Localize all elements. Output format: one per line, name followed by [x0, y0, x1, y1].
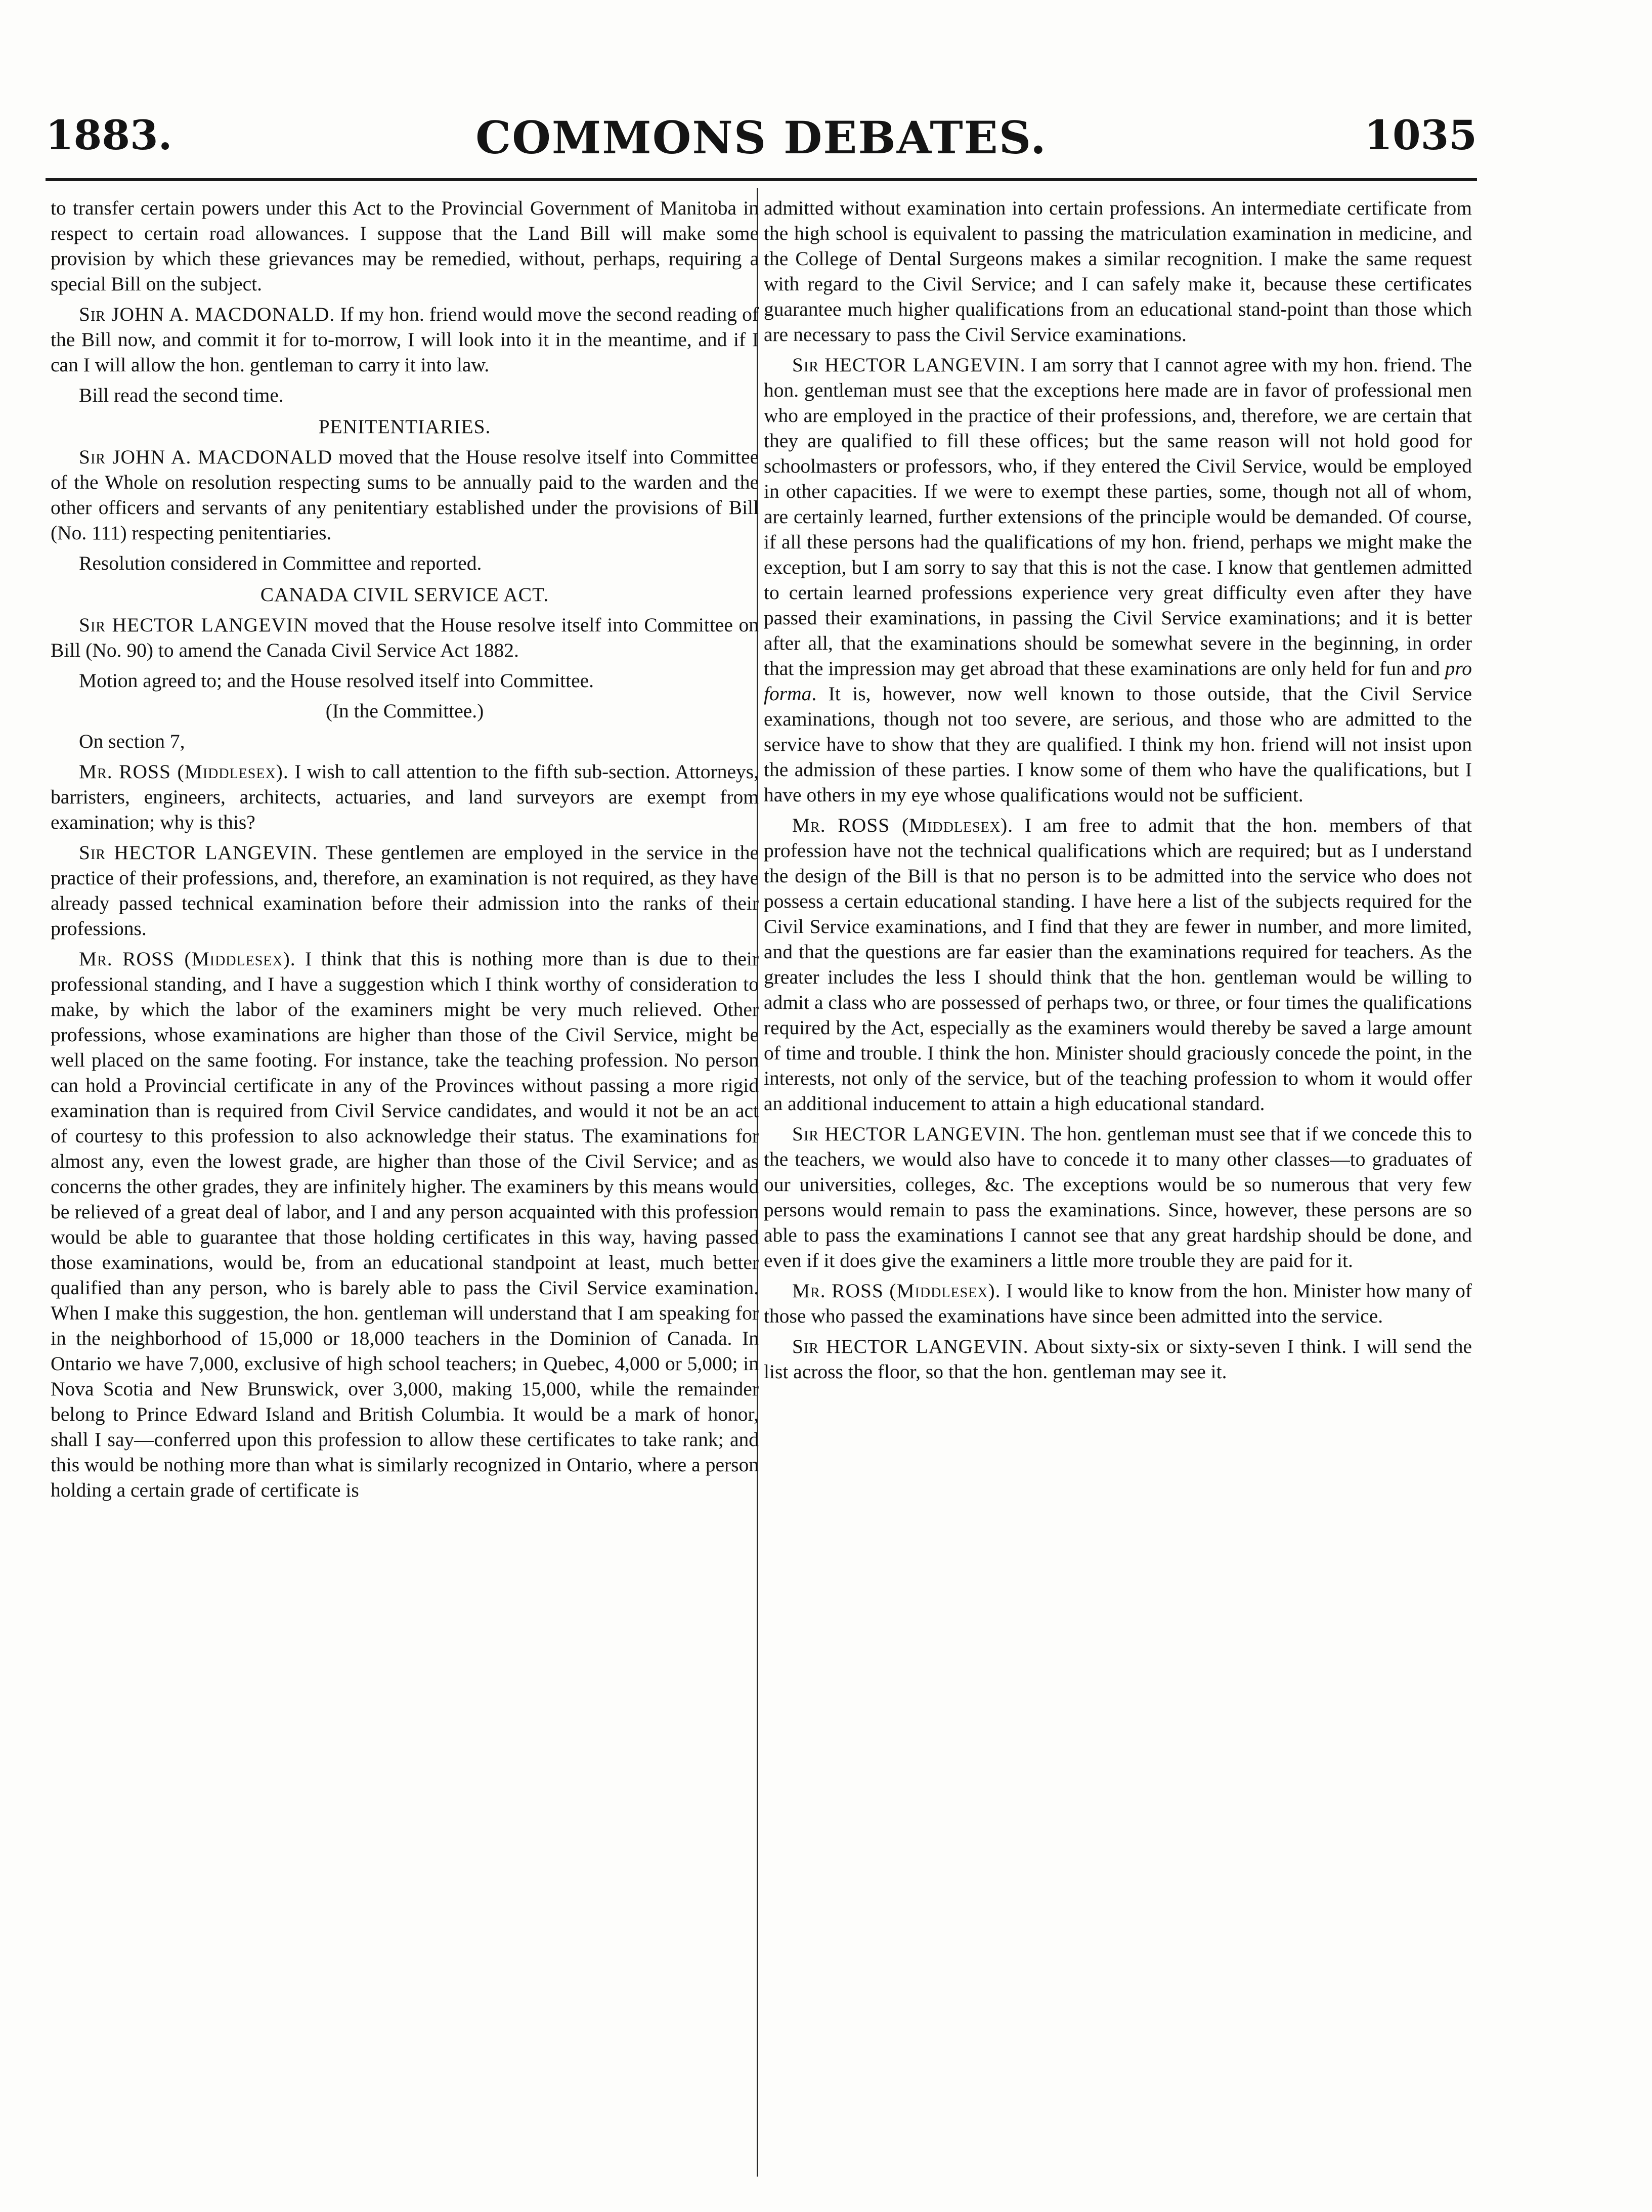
paragraph	[764, 813, 1472, 1116]
header-rule	[46, 178, 1477, 181]
right-column	[764, 195, 1472, 2189]
speaker-name: Sir HECTOR LANGEVIN	[79, 614, 309, 636]
paragraph: Resolution considered in Committee and reported.	[79, 552, 482, 574]
speech-text: The hon. gentleman must see that if we concede this to the teachers, we would also have to concede it to many other classes—to graduates of our universities, colleges, &c. The exceptions would be so numerous that very few persons would remain to pass the examinations. Since, however, these persons are so able to pass the examinations I cannot see that any great hardship should be done, and even if it does give the examiners a little more trouble they are paid for it.	[764, 1123, 1472, 1271]
paragraph: to transfer certain powers under this Act to the Provincial Government of Manitoba in respect to certain road allowances. I suppose that the Land Bill will make some provision by which these grievances may be remedied, without, perhaps, requiring a special Bill on the subject.	[51, 197, 759, 295]
speech-text: . It is, however, now well known to those outside, that the Civil Service examinations, though not too severe, are serious, and those who are admitted to the service have to show that they are qualified. I think my hon. friend will not insist upon the admission of these parties. I know some of them who have the qualifications, but I have others in my eye whose qualifications would not be sufficient.	[764, 683, 1472, 806]
speech-text: I am sorry that I cannot agree with my hon. friend. The hon. gentleman must see that the exceptions here made are in favor of professional men who are employed in the practice of their professions, and, therefore, we are certain that they are qualified to fill these offices; but the same reason will not hold good for schoolmasters or professors, who, if they entered the Civil Service, would be employed in other capacities. If we were to exempt these parties, some, though not all of whom, are certainly learned, further extensions of the principle would be demanded. Of course, if all these persons had the qualifications of my hon. friend, perhaps we might make the exception, but I am sorry to say that this is not the case. I know that gentlemen admitted to certain learned professions experience very great difficulty even after they have passed their examinations, in passing the Civil Service examinations; and it is better after all, that the examinations should be somewhat severe in the beginning, in order that the impression may get abroad that these examinations are only held for fun and	[764, 354, 1472, 679]
left-column	[51, 195, 759, 2189]
paragraph	[51, 946, 759, 1503]
header-year: 1883.	[46, 111, 172, 159]
header-page-number: 1035	[1364, 111, 1477, 159]
speech-text: I wish to call attention to the fifth sub-section. Attorneys, barristers, engineers, architects, actuaries, and land surveyors are exempt from examination; why is this?	[51, 760, 759, 833]
speaker-name: Sir HECTOR LANGEVIN.	[792, 354, 1026, 376]
speech-text: I am free to admit that the hon. members of that profession have not the technical qualifications which are required; but as I understand the design of the Bill is that no person is to be admitted into the service who does not possess a certain educational standing. I have here a list of the subjects required for the Civil Service examinations, and I find that they are fewer in number, and more limited, and that the questions are far easier than the examinations required for teachers. As the greater includes the less I should think that the hon. gentleman would be willing to admit a class who are possessed of perhaps two, or three, or four times the qualifications required by the Act, especially as the examiners would thereby be saved a large amount of time and trouble. I think the hon. Minister should graciously concede the point, in the interests, not only of the service, but of the teaching profession to whom it would offer an additional inducement to attain a high educational standard.	[764, 814, 1472, 1115]
speaker-name: Mr. ROSS (Middlesex).	[79, 948, 296, 970]
paragraph: admitted without examination into certain professions. An intermediate certificate from the high school is equivalent to passing the matriculation examination in medicine, and the College of Dental Surgeons makes a similar recognition. I make the same request with regard to the Civil Service; and I can safely make it, because these certificates guarantee much higher qualifications from an educational stand-point than those which are necessary to pass the Civil Service examinations.	[764, 197, 1472, 346]
page-header	[46, 111, 1477, 172]
speech-text: moved that the House resolve itself into Committee on Bill (No. 90) to amend the Canada Civil Service Act 1882.	[51, 614, 759, 661]
italic-phrase: pro forma	[764, 657, 1472, 705]
speaker-name: Mr. ROSS (Middlesex).	[79, 760, 289, 783]
speech-text: I would like to know from the hon. Minister how many of those who passed the examinations have since been admitted into the service.	[764, 1280, 1472, 1327]
speaker-name: Mr. ROSS (Middlesex).	[792, 1280, 1001, 1302]
speech-text: These gentlemen are employed in the service in the practice of their professions, and, therefore, an examination is not required, as they have already passed technical examination before their admission into the ranks of their professions.	[51, 841, 759, 940]
paragraph: On section 7,	[79, 730, 185, 752]
speech-text: If my hon. friend would move the second reading of the Bill now, and commit it for to-morrow, I will look into it in the meantime, and if I can I will allow the hon. gentleman to carry it into law.	[51, 303, 759, 376]
paragraph: Bill read the second time.	[79, 384, 284, 406]
paragraph: Motion agreed to; and the House resolved itself into Committee.	[79, 669, 594, 692]
paragraph	[51, 302, 759, 377]
header-title: COMMONS DEBATES.	[475, 111, 1047, 164]
speaker-name: Sir JOHN A. MACDONALD.	[79, 303, 335, 325]
speaker-name: Sir HECTOR LANGEVIN.	[792, 1335, 1029, 1357]
speech-text: About sixty-six or sixty-seven I think. I will send the list across the floor, so that the hon. gentleman may see it.	[764, 1335, 1472, 1383]
speaker-name: Mr. ROSS (Middlesex).	[792, 814, 1014, 836]
speaker-name: Sir HECTOR LANGEVIN.	[79, 841, 318, 864]
paragraph	[51, 444, 759, 545]
paragraph	[764, 1278, 1472, 1329]
speech-text: moved that the House resolve itself into Committee of the Whole on resolution respecting sums to be annually paid to the warden and the other officers and servants of any penitentiary established under the provisions of Bill (No. 111) respecting penitentiaries.	[51, 446, 759, 544]
paragraph	[51, 759, 759, 835]
paragraph	[51, 612, 759, 663]
paragraph	[764, 1121, 1472, 1273]
speech-text: I think that this is nothing more than is due to their professional standing, and I have a suggestion which I think worthy of consideration to make, by which the labor of the examiners might be very much relieved. Other professions, whose examinations are higher than those of the Civil Service, might be well placed on the same footing. For instance, take the teaching profession. No person can hold a Provincial certificate in any of the Provinces without passing a more rigid examination than is required from Civil Service candidates, and would it not be an act of courtesy to this profession to also acknowledge their status. The examinations for almost any, even the lowest grade, are higher than those of the Civil Service; and as concerns the other grades, they are infinitely higher. The examiners by this means would be relieved of a great deal of labor, and I and any person acquainted with this profession would be able to guarantee that those holding certificates in this way, having passed those examinations, would be, from an educational standpoint at least, much better qualified than any person, who is barely able to pass the Civil Service examination. When I make this suggestion, the hon. gentleman will understand that I am speaking for in the neighborhood of 15,000 or 18,000 teachers in the Dominion of Canada. In Ontario we have 7,000, exclusive of high school teachers; in Quebec, 4,000 or 5,000; in Nova Scotia and New Brunswick, over 3,000, making 15,000, while the remainder belong to Prince Edward Island and British Columbia. It would be a mark of honor, shall I say—conferred upon this profession to allow these certificates to take rank; and this would be nothing more than what is similarly recognized in Ontario, where a person holding a certain grade of certificate is	[51, 948, 759, 1501]
committee-note: (In the Committee.)	[325, 700, 484, 722]
paragraph	[764, 352, 1472, 807]
paragraph	[51, 840, 759, 941]
speaker-name: Sir HECTOR LANGEVIN.	[792, 1123, 1026, 1145]
section-heading: CANADA CIVIL SERVICE ACT.	[260, 583, 549, 606]
paragraph	[764, 1334, 1472, 1384]
section-heading: PENITENTIARIES.	[318, 415, 491, 438]
speaker-name: Sir JOHN A. MACDONALD	[79, 446, 333, 468]
